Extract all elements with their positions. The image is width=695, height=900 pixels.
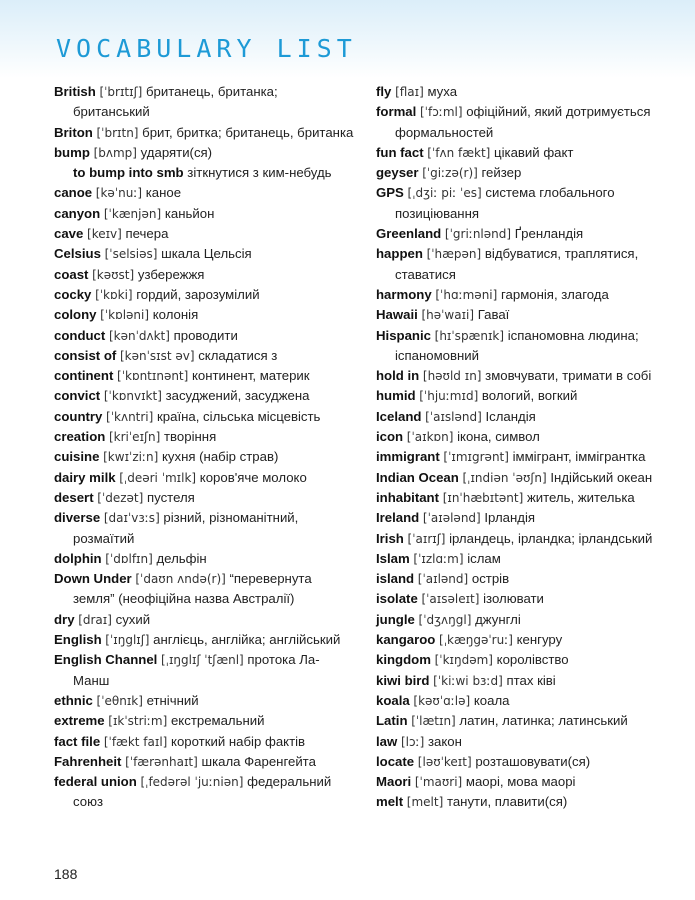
vocabulary-entry	[376, 183, 676, 224]
transcription: [kəˈnuː]	[95, 186, 143, 201]
vocabulary-column-right	[376, 82, 676, 813]
headword: Latin	[376, 713, 408, 729]
headword: humid	[376, 388, 416, 404]
translation: відбуватися, траплятися, ставатися	[395, 246, 639, 282]
vocabulary-entry	[54, 772, 354, 813]
headword: icon	[376, 429, 404, 445]
vocabulary-entry	[376, 549, 676, 569]
translation: іслам	[467, 550, 501, 566]
vocabulary-entry	[54, 123, 354, 143]
transcription: [ˈkɪŋdəm]	[434, 653, 493, 668]
headword: Down Under	[54, 571, 132, 587]
vocabulary-entry	[54, 143, 354, 163]
vocabulary-entry	[376, 386, 676, 406]
headword: inhabitant	[376, 489, 440, 505]
translation: система глобального позиціювання	[395, 185, 615, 221]
transcription: [ˌdeəri ˈmɪlk]	[119, 470, 197, 485]
headword: kiwi bird	[376, 672, 430, 688]
headword: bump	[54, 144, 90, 160]
transcription: [bʌmp]	[93, 145, 137, 160]
vocabulary-entry	[54, 650, 354, 691]
headword: British	[54, 84, 96, 99]
translation: сухий	[115, 611, 151, 627]
translation: колонія	[152, 307, 199, 323]
headword: country	[54, 408, 103, 424]
transcription: [ˈselsiəs]	[104, 247, 158, 262]
transcription: [ˈfɔːml]	[419, 105, 463, 120]
translation: житель, жителька	[526, 489, 635, 505]
headword: Maori	[376, 774, 412, 790]
transcription: [kəʊst]	[92, 267, 135, 282]
transcription: [ˈhæpən]	[426, 247, 482, 262]
translation: королівство	[496, 652, 569, 668]
transcription: [ˈhɑːməni]	[435, 287, 498, 302]
headword: island	[376, 571, 415, 587]
transcription: [ˌɪŋglɪʃ ˈtʃænl]	[160, 653, 244, 668]
vocabulary-entry	[54, 82, 354, 123]
transcription: [ɪkˈstriːm]	[108, 714, 168, 729]
transcription: [ˈkiːwi bɜːd]	[433, 673, 503, 688]
headword: koala	[376, 692, 410, 708]
vocabulary-entry	[54, 224, 354, 244]
transcription: [ˈkɒnvɪkt]	[103, 389, 162, 404]
headword: creation	[54, 429, 106, 445]
translation: екстремальний	[170, 713, 265, 729]
translation: творіння	[164, 429, 217, 445]
transcription: [ˌkæŋgəˈruː]	[439, 633, 513, 648]
transcription: [həˈwaɪi]	[421, 308, 475, 323]
transcription: [flaɪ]	[395, 85, 424, 99]
transcription: [draɪ]	[78, 612, 112, 627]
transcription: [ˈaɪslənd]	[425, 409, 482, 424]
transcription: [lɔː]	[400, 734, 425, 749]
translation: іспаномовна людина; іспаномовний	[395, 327, 639, 363]
transcription: [ˈɪŋglɪʃ]	[105, 633, 150, 648]
translation: пустеля	[147, 489, 195, 505]
vocabulary-entry	[54, 326, 354, 346]
vocabulary-entry	[376, 244, 676, 285]
translation: вологий, вогкий	[481, 388, 578, 404]
transcription: [ˈfækt faɪl]	[103, 734, 168, 749]
headword: Iceland	[376, 408, 422, 424]
vocabulary-entry	[376, 143, 676, 163]
transcription: [ˌɪndiən ˈəʊʃn]	[462, 470, 547, 485]
translation: складатися з	[198, 347, 278, 363]
headword: ethnic	[54, 692, 93, 708]
vocabulary-entry	[376, 326, 676, 367]
transcription: [ˈgiːzə(r)]	[422, 166, 478, 181]
translation: Ірландія	[484, 510, 536, 526]
headword: extreme	[54, 713, 105, 729]
translation: англієць, англійка; англійський	[153, 632, 341, 648]
headword: isolate	[376, 591, 418, 607]
transcription: [ˈgriːnlənd]	[444, 227, 512, 242]
translation: танути, плавити(ся)	[446, 794, 568, 810]
headword: Hispanic	[376, 327, 431, 343]
translation: дельфін	[156, 550, 207, 566]
transcription: [ˈbrɪtɪʃ]	[99, 85, 143, 99]
translation: іммігрант, іммігрантка	[512, 449, 646, 465]
translation: різний, різноманітний, розмаїтий	[73, 510, 299, 546]
translation: коров'яче молоко	[199, 469, 307, 485]
translation: Гаваї	[477, 307, 510, 323]
vocabulary-entry	[54, 204, 354, 224]
transcription: [ˈaɪsəleɪt]	[421, 592, 480, 607]
transcription: [ˈɪmɪgrənt]	[443, 450, 509, 465]
translation: Ґренландія	[514, 226, 584, 242]
headword: to bump into smb	[73, 165, 184, 181]
transcription: [ˈaɪkɒn]	[406, 430, 454, 445]
transcription: [ˌdʒiː piː ˈes]	[407, 186, 482, 201]
vocabulary-entry	[376, 610, 676, 630]
transcription: [ˈdɒlfɪn]	[105, 551, 153, 566]
transcription: [ˈfʌn fækt]	[427, 145, 491, 160]
headword: hold in	[376, 368, 420, 384]
vocabulary-entry	[376, 82, 676, 102]
headword: continent	[54, 368, 114, 384]
vocabulary-entry	[54, 183, 354, 203]
translation: маорі, мова маорі	[465, 774, 576, 790]
translation: ізолювати	[483, 591, 544, 607]
vocabulary-entry	[54, 732, 354, 752]
translation: ударяти(ся)	[140, 144, 213, 160]
vocabulary-column-left	[54, 82, 354, 813]
transcription: [ɪnˈhæbɪtənt]	[442, 490, 524, 505]
transcription: [ˈaɪələnd]	[422, 511, 481, 526]
translation: Індійський океан	[550, 469, 653, 485]
translation: джунглі	[475, 611, 521, 627]
translation: змовчувати, тримати в собі	[485, 368, 652, 384]
translation: закон	[427, 733, 462, 749]
transcription: [kriˈeɪʃn]	[108, 430, 161, 445]
translation: печера	[125, 226, 169, 242]
translation: шкала Цельсія	[161, 246, 252, 262]
translation: острів	[471, 571, 510, 587]
translation: каньйон	[164, 205, 215, 221]
translation: гордий, зарозумілий	[136, 286, 260, 302]
translation: протока Ла-Манш	[73, 652, 320, 688]
vocabulary-entry	[54, 305, 354, 325]
vocabulary-entry	[54, 752, 354, 772]
transcription: [ˈbrɪtn]	[96, 125, 139, 140]
transcription: [melt]	[406, 795, 444, 810]
transcription: [ˈdʒʌŋgl]	[418, 612, 472, 627]
headword: dairy milk	[54, 469, 116, 485]
vocabulary-entry	[54, 407, 354, 427]
translation: ірландець, ірландка; ірландський	[449, 530, 653, 546]
vocabulary-entry	[54, 630, 354, 650]
vocabulary-entry	[376, 366, 676, 386]
vocabulary-entry	[376, 285, 676, 305]
headword: Indian Ocean	[376, 469, 459, 485]
vocabulary-entry	[376, 529, 676, 549]
page-number: 188	[54, 866, 78, 882]
headword: conduct	[54, 327, 106, 343]
headword: fun fact	[376, 144, 424, 160]
transcription: [ˈlætɪn]	[411, 714, 456, 729]
headword: melt	[376, 794, 404, 810]
transcription: [həʊld ɪn]	[422, 369, 482, 384]
vocabulary-entry	[54, 265, 354, 285]
vocabulary-entry	[376, 711, 676, 731]
translation: коала	[473, 692, 510, 708]
transcription: [ləʊˈkeɪt]	[417, 754, 472, 769]
transcription: [ˈaɪrɪʃ]	[407, 531, 446, 546]
headword: federal union	[54, 774, 137, 790]
vocabulary-entry	[376, 630, 676, 650]
vocabulary-entry	[376, 508, 676, 528]
translation: зіткнутися з ким-небудь	[187, 165, 332, 181]
headword: kangaroo	[376, 632, 436, 648]
headword: immigrant	[376, 449, 440, 465]
transcription: [ˈmaʊri]	[414, 775, 463, 790]
transcription: [ˈaɪlənd]	[417, 572, 469, 587]
transcription: [kənˈdʌkt]	[108, 328, 170, 343]
headword: fly	[376, 84, 392, 99]
vocabulary-entry	[376, 407, 676, 427]
translation: країна, сільська місцевість	[157, 408, 321, 424]
vocabulary-entry	[54, 366, 354, 386]
translation: офіційний, який дотримується формальностей	[395, 104, 651, 140]
transcription: [ˈkɒləni]	[100, 308, 150, 323]
translation: проводити	[173, 327, 238, 343]
translation: брит, бритка; британець, британка	[142, 124, 354, 140]
headword: English	[54, 632, 102, 648]
transcription: [ˈkʌntri]	[106, 409, 154, 424]
headword: jungle	[376, 611, 415, 627]
headword: formal	[376, 104, 417, 120]
translation: муха	[427, 84, 458, 99]
headword: English Channel	[54, 652, 158, 668]
translation: птах ківі	[506, 672, 556, 688]
headword: consist of	[54, 347, 117, 363]
vocabulary-entry	[376, 427, 676, 447]
headword: Ireland	[376, 510, 420, 526]
headword: diverse	[54, 510, 101, 526]
headword: canoe	[54, 185, 93, 201]
vocabulary-entry	[376, 650, 676, 670]
headword: cave	[54, 226, 84, 242]
vocabulary-entry	[54, 468, 354, 488]
vocabulary-entry	[54, 549, 354, 569]
headword: geyser	[376, 165, 419, 181]
headword: Greenland	[376, 226, 442, 242]
vocabulary-entry	[376, 569, 676, 589]
transcription: [kənˈsɪst əv]	[119, 348, 195, 363]
headword: cuisine	[54, 449, 100, 465]
translation: кенгуру	[516, 632, 563, 648]
vocabulary-entry	[54, 610, 354, 630]
translation: Ісландія	[485, 408, 536, 424]
translation: британець, британка; британський	[73, 84, 278, 120]
vocabulary-entry	[54, 427, 354, 447]
translation: континент, материк	[191, 368, 310, 384]
vocabulary-entry	[376, 447, 676, 467]
headword: Islam	[376, 550, 410, 566]
vocabulary-entry	[376, 752, 676, 772]
transcription: [daɪˈvɜːs]	[103, 511, 160, 526]
headword: Hawaii	[376, 307, 418, 323]
headword: Fahrenheit	[54, 753, 122, 769]
transcription: [keɪv]	[87, 227, 122, 242]
headword: canyon	[54, 205, 101, 221]
vocabulary-entry	[54, 285, 354, 305]
headword: dolphin	[54, 550, 102, 566]
vocabulary-entry	[54, 508, 354, 549]
translation: етнічний	[146, 692, 199, 708]
transcription: [ˈhjuːmɪd]	[419, 389, 479, 404]
vocabulary-entry	[54, 346, 354, 366]
transcription: [ˈkænjən]	[103, 206, 162, 221]
translation: “перевернута земля” (неофіційна назва Австралії)	[73, 571, 312, 607]
vocabulary-entry	[376, 792, 676, 812]
translation: розташовувати(ся)	[475, 753, 591, 769]
transcription: [kwɪˈziːn]	[103, 450, 159, 465]
translation: шкала Фаренгейта	[201, 753, 316, 769]
transcription: [kəʊˈɑːlə]	[413, 693, 471, 708]
headword: harmony	[376, 286, 432, 302]
vocabulary-entry	[376, 772, 676, 792]
headword: Irish	[376, 530, 404, 546]
vocabulary-entry	[376, 671, 676, 691]
translation: федеральний союз	[73, 774, 332, 810]
translation: кухня (набір страв)	[161, 449, 279, 465]
translation: латин, латинка; латинський	[459, 713, 628, 729]
headword: cocky	[54, 286, 92, 302]
translation: гармонія, злагода	[501, 286, 609, 302]
translation: цікавий факт	[494, 144, 574, 160]
headword: locate	[376, 753, 415, 769]
translation: короткий набір фактів	[171, 733, 306, 749]
vocabulary-entry	[54, 569, 354, 610]
transcription: [hɪˈspænɪk]	[434, 328, 505, 343]
vocabulary-entry	[376, 224, 676, 244]
vocabulary-entry	[376, 305, 676, 325]
headword: dry	[54, 611, 75, 627]
page-title: VOCABULARY LIST	[56, 34, 357, 63]
transcription: [ˈkɒntɪnənt]	[117, 369, 189, 384]
headword: colony	[54, 307, 97, 323]
vocabulary-entry	[376, 488, 676, 508]
transcription: [ˈdezət]	[97, 490, 144, 505]
headword: coast	[54, 266, 89, 282]
vocabulary-entry	[54, 386, 354, 406]
vocabulary-entry	[376, 102, 676, 143]
transcription: [ˈeθnɪk]	[96, 693, 143, 708]
vocabulary-entry	[54, 488, 354, 508]
transcription: [ˈfærənhaɪt]	[125, 754, 198, 769]
translation: ікона, символ	[457, 429, 540, 445]
vocabulary-entry	[376, 589, 676, 609]
headword: desert	[54, 489, 94, 505]
translation: гейзер	[481, 165, 522, 181]
vocabulary-entry	[376, 468, 676, 488]
vocabulary-entry	[54, 244, 354, 264]
vocabulary-entry	[54, 447, 354, 467]
translation: каное	[145, 185, 182, 201]
transcription: [ˈdaʊn ʌndə(r)]	[135, 572, 226, 587]
translation: засуджений, засуджена	[165, 388, 310, 404]
transcription: [ˌfedərəl ˈjuːniən]	[140, 775, 244, 790]
vocabulary-entry	[376, 163, 676, 183]
translation: узбережжя	[137, 266, 205, 282]
vocabulary-entry	[376, 732, 676, 752]
headword: kingdom	[376, 652, 431, 668]
headword: Celsius	[54, 246, 101, 262]
headword: Briton	[54, 124, 93, 140]
headword: fact file	[54, 733, 101, 749]
vocabulary-entry	[54, 711, 354, 731]
transcription: [ˈkɒki]	[95, 287, 133, 302]
headword: law	[376, 733, 398, 749]
headword: happen	[376, 246, 423, 262]
vocabulary-entry	[54, 691, 354, 711]
vocabulary-entry	[376, 691, 676, 711]
vocabulary-entry	[54, 163, 354, 183]
transcription: [ˈɪzlɑːm]	[413, 551, 464, 566]
headword: GPS	[376, 185, 404, 201]
headword: convict	[54, 388, 101, 404]
